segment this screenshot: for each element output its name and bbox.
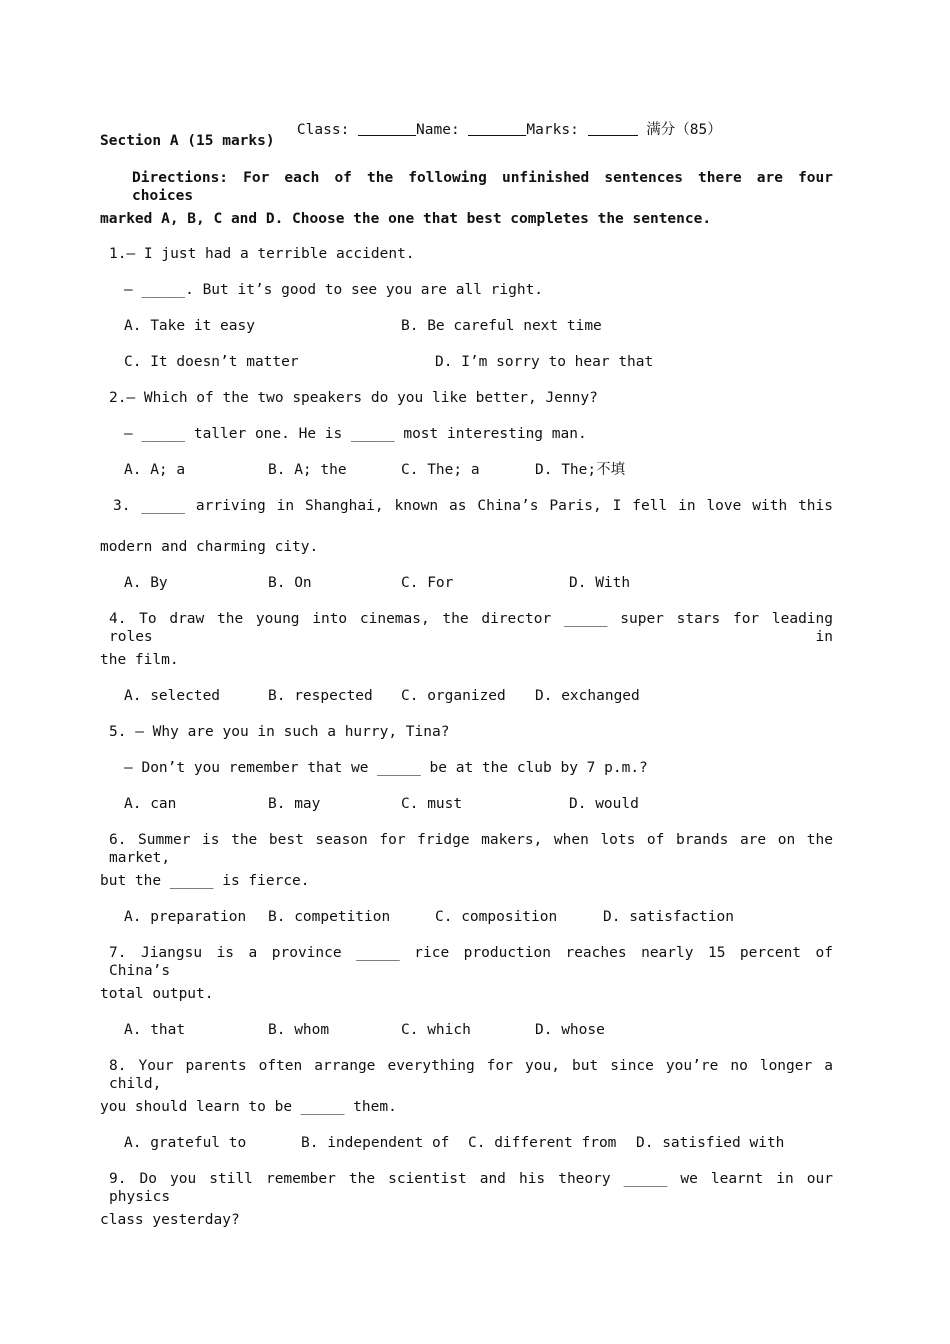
q8-stem: 8. Your parents often arrange everything for you, but since you’re no longer a child,: [109, 1058, 833, 1092]
q9-stem-cont: class yesterday?: [100, 1212, 240, 1228]
name-blank: [468, 121, 526, 136]
total-marks: 满分（85）: [646, 122, 722, 138]
q8-option-a: A. grateful to: [124, 1135, 247, 1151]
q6-stem-cont: but the _____ is fierce.: [100, 873, 310, 889]
q4-option-b: B. respected: [268, 688, 373, 704]
q1-option-a: A. Take it easy: [124, 318, 255, 334]
q2-stem: 2.— Which of the two speakers do you like better, Jenny?: [109, 390, 598, 406]
q9-stem: 9. Do you still remember the scientist and his theory _____ we learnt in our physics: [109, 1171, 833, 1205]
q4-option-a: A. selected: [124, 688, 221, 704]
q6-option-b: B. competition: [268, 909, 391, 925]
directions-line2: marked A, B, C and D. Choose the one that best completes the sentence.: [100, 211, 712, 227]
q7-option-a: A. that: [124, 1022, 186, 1038]
class-label: Class:: [296, 122, 359, 138]
q3-option-a: A. By: [124, 575, 168, 591]
q6-option-d: D. satisfaction: [603, 909, 734, 925]
q7-option-c: C. which: [401, 1022, 471, 1038]
q5-option-a: A. can: [124, 796, 177, 812]
marks-label: Marks:: [526, 122, 588, 138]
q8-stem-cont: you should learn to be _____ them.: [100, 1099, 397, 1115]
q5-response: — Don’t you remember that we _____ be at the club by 7 p.m.?: [124, 760, 648, 776]
q2-option-c: C. The; a: [401, 462, 480, 478]
q8-option-b: B. independent of: [301, 1135, 450, 1151]
worksheet-page: [100, 0, 833, 1344]
q5-option-d: D. would: [569, 796, 639, 812]
q5-stem: 5. — Why are you in such a hurry, Tina?: [109, 724, 450, 740]
q2-response: — _____ taller one. He is _____ most interesting man.: [124, 426, 587, 442]
q1-option-b: B. Be careful next time: [401, 318, 602, 334]
name-label: Name:: [416, 122, 469, 138]
q6-option-c: C. composition: [435, 909, 558, 925]
q3-stem: 3. _____ arriving in Shanghai, known as China’s Paris, I fell in love with this: [113, 498, 833, 514]
q7-stem-cont: total output.: [100, 986, 214, 1002]
q8-option-c: C. different from: [468, 1135, 617, 1151]
q1-option-d: D. I’m sorry to hear that: [435, 354, 654, 370]
q7-option-d: D. whose: [535, 1022, 605, 1038]
q3-option-d: D. With: [569, 575, 631, 591]
q6-option-a: A. preparation: [124, 909, 247, 925]
q7-stem: 7. Jiangsu is a province _____ rice production reaches nearly 15 percent of China’s: [109, 945, 833, 979]
q3-option-c: C. For: [401, 575, 454, 591]
q4-stem: 4. To draw the young into cinemas, the director _____ super stars for leading roles in: [109, 611, 833, 645]
q2-option-a: A. A; a: [124, 462, 186, 478]
header-line: [262, 103, 722, 157]
q2-option-b: B. A; the: [268, 462, 347, 478]
q1-response: — _____. But it’s good to see you are all right.: [124, 282, 544, 298]
q5-option-c: C. must: [401, 796, 463, 812]
q4-stem-cont: the film.: [100, 652, 179, 668]
q5-option-b: B. may: [268, 796, 321, 812]
class-blank: [358, 121, 416, 136]
section-title: Section A (15 marks): [100, 133, 275, 149]
q3-option-b: B. On: [268, 575, 312, 591]
q1-stem: 1.— I just had a terrible accident.: [109, 246, 415, 262]
directions-line1: Directions: For each of the following unfinished sentences there are four choices: [132, 170, 833, 204]
q2-option-d: D. The;不填: [535, 462, 626, 478]
q3-stem-cont: modern and charming city.: [100, 539, 319, 555]
q7-option-b: B. whom: [268, 1022, 330, 1038]
q4-option-c: C. organized: [401, 688, 506, 704]
marks-blank: [588, 121, 638, 136]
q1-option-c: C. It doesn’t matter: [124, 354, 299, 370]
q8-option-d: D. satisfied with: [636, 1135, 785, 1151]
q4-option-d: D. exchanged: [535, 688, 640, 704]
q6-stem: 6. Summer is the best season for fridge makers, when lots of brands are on the market,: [109, 832, 833, 866]
